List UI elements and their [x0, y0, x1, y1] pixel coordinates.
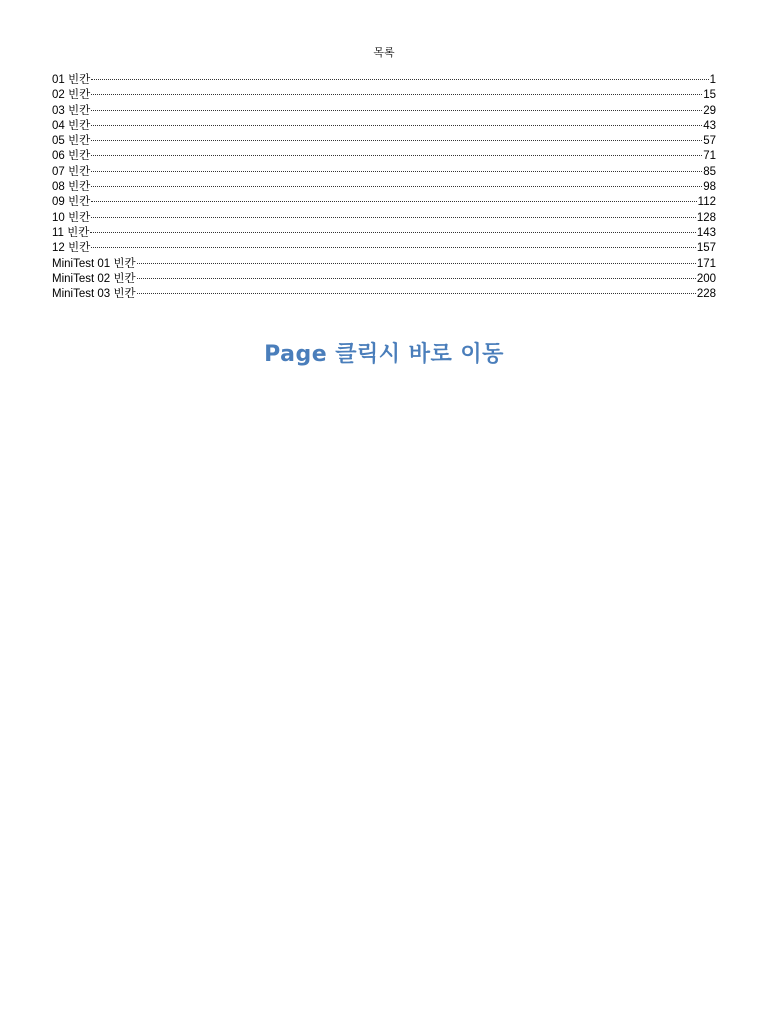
toc-entry-07[interactable] [52, 165, 716, 180]
toc-entry-04[interactable] [52, 119, 716, 134]
toc-entry-minitest-03[interactable] [52, 287, 716, 302]
toc-entry-label: MiniTest 03 빈칸 [52, 288, 136, 301]
toc-dot-leader [91, 125, 702, 126]
toc-entry-minitest-01[interactable] [52, 257, 716, 272]
toc-dot-leader [91, 186, 702, 187]
toc-dot-leader [137, 293, 696, 294]
table-of-contents [52, 73, 716, 302]
toc-entry-label: MiniTest 01 빈칸 [52, 257, 136, 270]
toc-entry-06[interactable] [52, 149, 716, 164]
toc-entry-11[interactable] [52, 226, 716, 241]
toc-entry-10[interactable] [52, 211, 716, 226]
toc-page-number[interactable]: 15 [703, 89, 716, 102]
toc-dot-leader [91, 171, 702, 172]
toc-page-number[interactable]: 200 [696, 272, 716, 285]
toc-entry-05[interactable] [52, 134, 716, 149]
toc-dot-leader [91, 217, 696, 218]
toc-entry-12[interactable] [52, 241, 716, 256]
toc-dot-leader [91, 79, 708, 80]
toc-page-number[interactable]: 171 [696, 257, 716, 270]
toc-entry-label: 11 빈칸 [52, 226, 90, 239]
toc-page-number[interactable]: 57 [703, 135, 716, 148]
toc-entry-label: 05 빈칸 [52, 135, 91, 148]
toc-entry-label: 08 빈칸 [52, 181, 91, 194]
toc-entry-01[interactable] [52, 73, 716, 88]
toc-entry-03[interactable] [52, 104, 716, 119]
toc-title: 목록 [373, 46, 395, 59]
toc-page-number[interactable]: 29 [703, 104, 716, 117]
toc-page-number[interactable]: 98 [703, 181, 716, 194]
toc-page-number[interactable]: 85 [703, 165, 716, 178]
toc-entry-label: MiniTest 02 빈칸 [52, 272, 136, 285]
toc-dot-leader [91, 110, 702, 111]
toc-entry-label: 09 빈칸 [52, 196, 91, 209]
toc-entry-label: 06 빈칸 [52, 150, 91, 163]
toc-dot-leader [91, 94, 702, 95]
toc-entry-label: 10 빈칸 [52, 211, 91, 224]
page-navigation-hint: Page 클릭시 바로 이동 [264, 342, 504, 367]
toc-entry-label: 12 빈칸 [52, 242, 91, 255]
toc-entry-09[interactable] [52, 195, 716, 210]
toc-entry-label: 01 빈칸 [52, 74, 91, 86]
toc-dot-leader [137, 278, 696, 279]
toc-page-number[interactable]: 43 [703, 119, 716, 132]
toc-page-number[interactable]: 71 [703, 150, 716, 163]
toc-dot-leader [90, 232, 695, 233]
toc-page-number[interactable]: 143 [696, 226, 716, 239]
toc-entry-label: 02 빈칸 [52, 89, 91, 102]
toc-page-number[interactable]: 157 [696, 242, 716, 255]
toc-entry-02[interactable] [52, 88, 716, 103]
toc-dot-leader [137, 263, 696, 264]
toc-page-number[interactable]: 1 [709, 74, 716, 86]
toc-entry-08[interactable] [52, 180, 716, 195]
toc-entry-minitest-02[interactable] [52, 272, 716, 287]
toc-page-number[interactable]: 112 [697, 196, 716, 209]
toc-dot-leader [91, 201, 696, 202]
toc-dot-leader [91, 155, 702, 156]
toc-page-number[interactable]: 128 [696, 211, 716, 224]
toc-entry-label: 03 빈칸 [52, 104, 91, 117]
toc-dot-leader [91, 247, 696, 248]
toc-dot-leader [91, 140, 702, 141]
toc-entry-label: 07 빈칸 [52, 165, 91, 178]
toc-page-number[interactable]: 228 [696, 288, 716, 301]
toc-entry-label: 04 빈칸 [52, 119, 91, 132]
